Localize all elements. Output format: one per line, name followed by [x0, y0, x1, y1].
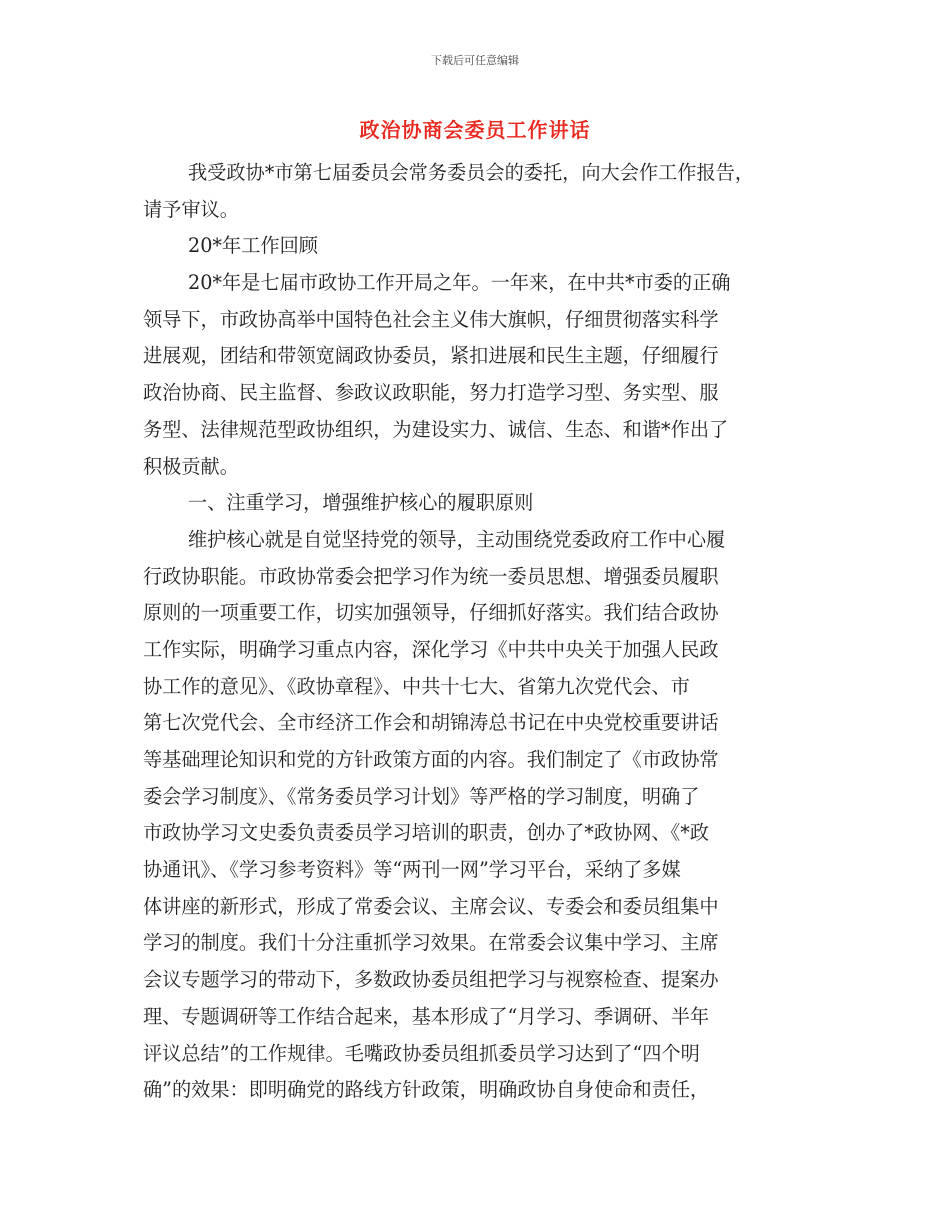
text-line: 积极贡献。 [143, 454, 239, 478]
text-line: 学习的制度。我们十分注重抓学习效果。在常委会议集中学习、主席 [143, 931, 719, 955]
text-line: 维护核心就是自觉坚持党的领导，主动围绕党委政府工作中心履 [188, 527, 726, 551]
text-line: 政治协商、民主监督、参政议政职能，努力打造学习型、务实型、服 [143, 381, 719, 405]
text-line: 第七次党代会、全市经济工作会和胡锦涛总书记在中央党校重要讲话 [143, 711, 719, 735]
text-line: 行政协职能。市政协常委会把学习作为统一委员思想、增强委员履职 [143, 564, 719, 588]
text-line: 请予审议。 [143, 197, 239, 221]
text-line: 原则的一项重要工作，切实加强领导，仔细抓好落实。我们结合政协 [143, 601, 719, 625]
text-line: 会议专题学习的带动下，多数政协委员组把学习与视察检查、提案办 [143, 968, 719, 992]
section-heading: 20*年工作回顾 [188, 234, 318, 258]
text-line: 领导下，市政协高举中国特色社会主义伟大旗帜，仔细贯彻落实科学 [143, 307, 719, 331]
page-header-note: 下载后可任意编辑 [431, 54, 519, 67]
text-line: 我受政协*市第七届委员会常务委员会的委托，向大会作工作报告， [188, 161, 755, 184]
text-line: 20*年是七届市政协工作开局之年。一年来，在中共*市委的正确 [188, 271, 731, 295]
document-title: 政治协商会委员工作讲话 [359, 118, 591, 142]
text-line: 协通讯》、《学习参考资料》等“两刊一网”学习平台，采纳了多媒 [143, 858, 681, 882]
section-heading: 一、注重学习，增强维护核心的履职原则 [188, 491, 534, 515]
text-line: 理、专题调研等工作结合起来，基本形成了“月学习、季调研、半年 [143, 1004, 710, 1028]
text-line: 体讲座的新形式，形成了常委会议、主席会议、专委会和委员组集中 [143, 894, 719, 918]
text-line: 协工作的意见》、《政协章程》、中共十七大、省第九次党代会、市 [143, 674, 690, 698]
text-line: 市政协学习文史委负责委员学习培训的职责，创办了*政协网、《*政 [143, 821, 710, 845]
text-line: 委会学习制度》、《常务委员学习计划》等严格的学习制度，明确了 [143, 784, 700, 808]
text-line: 确”的效果：即明确党的路线方针政策，明确政协自身使命和责任， [143, 1078, 710, 1102]
text-line: 等基础理论知识和党的方针政策方面的内容。我们制定了《市政协常 [143, 748, 719, 771]
text-line: 评议总结”的工作规律。毛嘴政协委员组抓委员学习达到了“四个明 [143, 1041, 700, 1065]
text-line: 务型、法律规范型政协组织，为建设实力、诚信、生态、和谐*作出了 [143, 417, 729, 441]
text-line: 工作实际，明确学习重点内容，深化学习《中共中央关于加强人民政 [143, 637, 719, 661]
text-line: 进展观，团结和带领宽阔政协委员，紧扣进展和民生主题，仔细履行 [143, 344, 719, 368]
document-body [143, 155, 815, 1109]
